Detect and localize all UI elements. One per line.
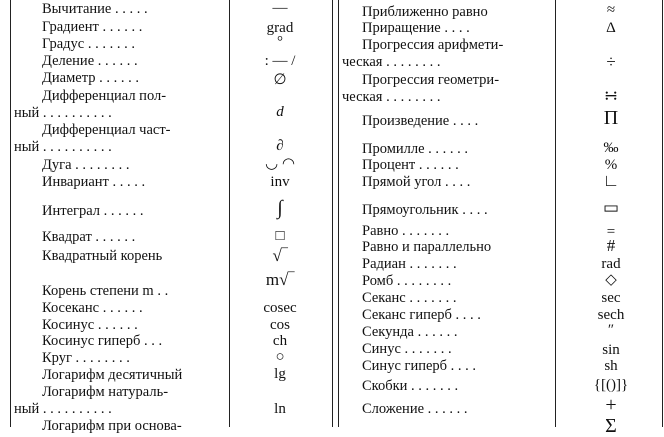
label-kvadrat: Квадрат . . . . . . xyxy=(42,229,136,245)
symbol-diff-chast: ∂ xyxy=(276,138,284,154)
symbol-krug: ○ xyxy=(275,349,285,365)
label-progr-arifm-1: Прогрессия арифмети- xyxy=(362,37,504,53)
symbol-kosinus: cos xyxy=(270,317,290,333)
symbol-delenie: : — / xyxy=(264,53,296,69)
label-promille: Промилле . . . . . . xyxy=(362,141,469,157)
symbol-progr-arifm: ÷ xyxy=(606,52,616,71)
label-integral: Интеграл . . . . . . xyxy=(42,203,144,219)
label-kosinus-giperb: Косинус гиперб . . . xyxy=(42,333,163,349)
label-radian: Радиан . . . . . . . xyxy=(362,256,457,272)
label-koren-m: Корень степени m . . xyxy=(42,283,169,299)
symbol-gradus: ° xyxy=(277,34,283,50)
label-diff-chast-2: ный . . . . . . . . . . xyxy=(14,139,112,155)
symbol-ravno: = xyxy=(606,224,616,240)
symbol-duga: ◡ ◠ xyxy=(265,156,295,172)
symbol-sinus: sin xyxy=(602,342,620,358)
label-sinus: Синус . . . . . . . xyxy=(362,341,452,357)
label-kosinus: Косинус . . . . . . xyxy=(42,317,138,333)
symbol-pryamougolnik: ▭ xyxy=(602,198,620,217)
symbol-log-nat: ln xyxy=(274,401,286,417)
rule-left-right xyxy=(332,0,333,427)
label-skobki: Скобки . . . . . . . xyxy=(362,378,459,394)
symbol-vychitanie: — xyxy=(272,0,288,16)
label-diametr: Диаметр . . . . . . xyxy=(42,70,139,86)
symbol-skobki: {[()]} xyxy=(593,377,629,393)
symbol-koren-m: m√‾ xyxy=(265,270,295,289)
symbol-slozhenie: + xyxy=(605,394,617,416)
symbol-invariant: inv xyxy=(270,174,290,190)
symbol-sekunda: ″ xyxy=(607,322,615,338)
symbol-romb: ◇ xyxy=(605,272,617,288)
symbol-summa: Σ xyxy=(605,415,617,437)
symbol-pribl-ravno: ≈ xyxy=(606,2,616,18)
label-ravno-parallelno: Равно и параллельно xyxy=(362,239,492,255)
label-progr-geom-2: ческая . . . . . . . . xyxy=(342,89,441,105)
label-invariant: Инвариант . . . . . xyxy=(42,174,146,190)
label-pribl-ravno: Приближенно равно xyxy=(362,4,488,20)
symbol-kvadrat: □ xyxy=(275,228,285,244)
symbol-proizvedenie: Π xyxy=(603,107,619,129)
label-log-nat-2: ный . . . . . . . . . . xyxy=(14,401,112,417)
rule-left-outer xyxy=(10,0,11,427)
symbol-pryamoy-ugol: ∟ xyxy=(602,171,620,190)
label-duga: Дуга . . . . . . . . xyxy=(42,157,130,173)
symbol-kosinus-giperb: ch xyxy=(272,333,288,349)
label-ravno: Равно . . . . . . . xyxy=(362,223,450,239)
label-sekunda: Секунда . . . . . . xyxy=(362,324,458,340)
symbol-kosekans: cosec xyxy=(263,300,297,316)
label-diff-poln-1: Дифференциал пол- xyxy=(42,88,167,104)
symbol-kv-koren: √‾ xyxy=(272,246,288,265)
symbol-diff-poln: d xyxy=(276,104,284,120)
symbol-sekans-giperb: sech xyxy=(597,307,625,323)
label-slozhenie: Сложение . . . . . . xyxy=(362,401,468,417)
symbol-radian: rad xyxy=(601,256,621,272)
label-kosekans: Косеканс . . . . . . xyxy=(42,300,143,316)
symbol-log-des: lg xyxy=(274,366,286,382)
label-sekans: Секанс . . . . . . . xyxy=(362,290,457,306)
symbol-sekans: sec xyxy=(601,290,621,306)
label-prirashchenie: Приращение . . . . xyxy=(362,20,470,36)
label-krug: Круг . . . . . . . . xyxy=(42,350,130,366)
rule-right-mid xyxy=(555,0,556,427)
symbol-promille: ‰ xyxy=(603,140,619,156)
label-pryamoy-ugol: Прямой угол . . . . xyxy=(362,174,471,190)
label-vychitanie: Вычитание . . . . . xyxy=(42,1,148,17)
label-log-osn: Логарифм при основа- xyxy=(42,418,182,434)
symbol-gradient: grad xyxy=(266,20,294,36)
label-progr-geom-1: Прогрессия геометри- xyxy=(362,72,500,88)
rule-right-right xyxy=(662,0,663,427)
label-log-des: Логарифм десятичный xyxy=(42,367,183,383)
label-delenie: Деление . . . . . . xyxy=(42,53,138,69)
label-kv-koren: Квадратный корень xyxy=(42,248,163,264)
symbol-prirashchenie: Δ xyxy=(606,20,616,36)
label-protsent: Процент . . . . . . xyxy=(362,157,459,173)
label-sinus-giperb: Синус гиперб . . . . xyxy=(362,358,477,374)
label-progr-arifm-2: ческая . . . . . . . . xyxy=(342,54,441,70)
label-log-nat-1: Логарифм натураль- xyxy=(42,384,169,400)
label-gradient: Градиент . . . . . . xyxy=(42,19,143,35)
label-romb: Ромб . . . . . . . . xyxy=(362,273,452,289)
rule-left-mid xyxy=(229,0,230,427)
label-diff-poln-2: ный . . . . . . . . . . xyxy=(14,105,112,121)
label-proizvedenie: Произведение . . . . xyxy=(362,113,479,129)
label-gradus: Градус . . . . . . . xyxy=(42,36,135,52)
symbol-integral: ∫ xyxy=(277,197,283,219)
symbol-protsent: % xyxy=(604,157,618,173)
label-diff-chast-1: Дифференциал част- xyxy=(42,122,171,138)
symbol-ravno-parallelno: # xyxy=(606,236,616,255)
label-pryamougolnik: Прямоугольник . . . . xyxy=(362,202,488,218)
rule-right-outer xyxy=(338,0,339,427)
symbol-progr-geom: ∺ xyxy=(603,86,619,105)
symbol-diametr: ∅ xyxy=(273,72,287,88)
symbol-sinus-giperb: sh xyxy=(604,358,618,374)
label-sekans-giperb: Секанс гиперб . . . . xyxy=(362,307,481,323)
